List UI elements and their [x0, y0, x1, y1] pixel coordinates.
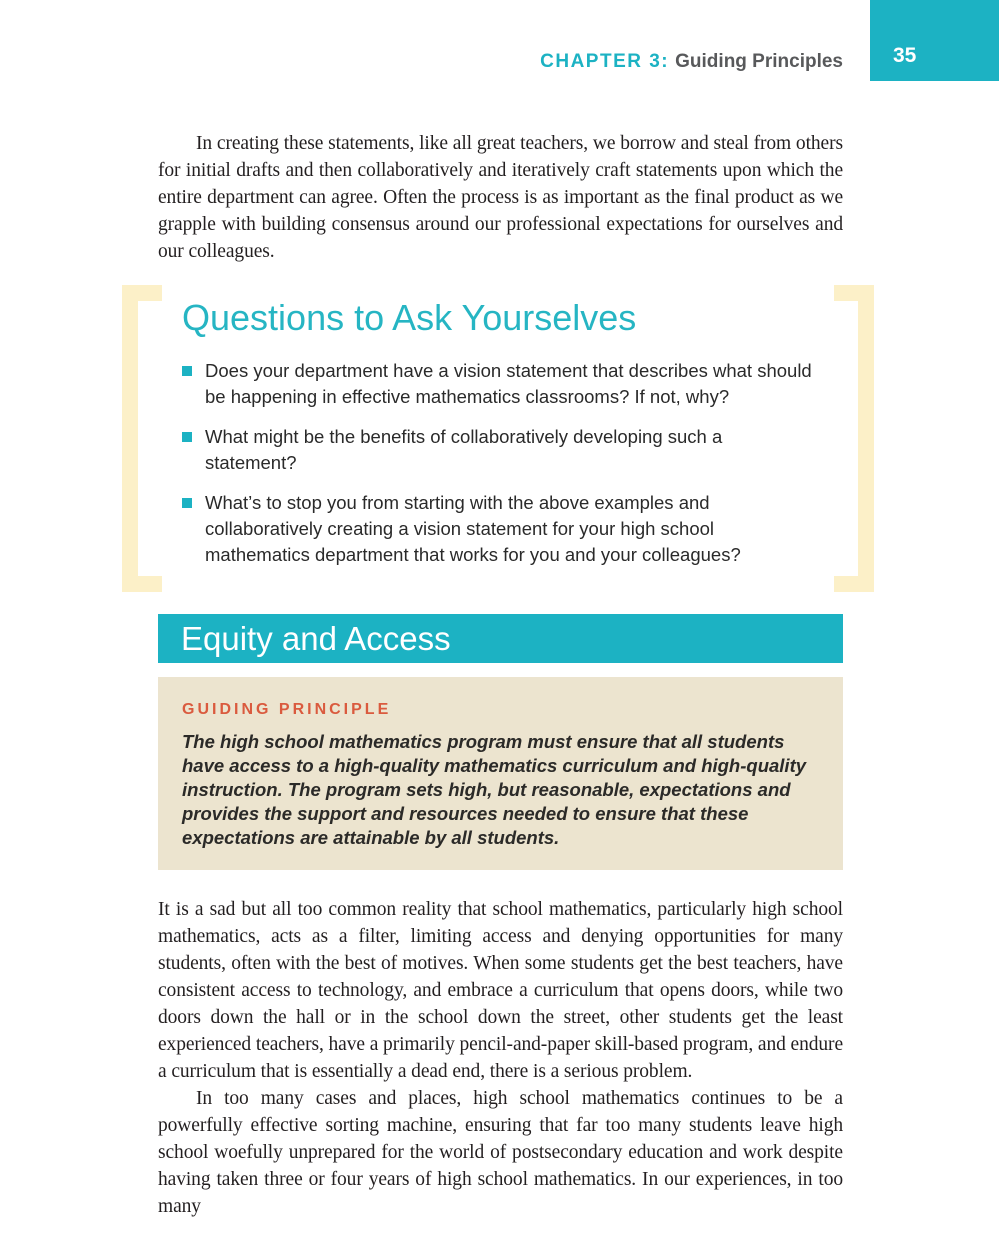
body-paragraph: It is a sad but all too common reality that school mathematics, particularly high school mathematics, acts as a filter, limiting access and denying opportunities for many students, often with the best of motives. When some students get the best teachers, have consistent access to technology, and embrace a curriculum that opens doors, while two doors down the hall or in the school down the street, other students get the least experienced teachers, have a primarily pencil-and-paper skill-based program, and endure a curriculum that is essentially a dead end, there is a serious problem. — [158, 899, 843, 1083]
guiding-principle-text: The high school mathematics program must ensure that all students have access to a high-quality mathematics curriculum and high-quality instruction. The program sets high, but reasonable, expectations and provides the support and resources needed to ensure that these expectations are attainable by all students. — [182, 731, 807, 849]
square-bullet-icon — [182, 366, 192, 376]
question-text: Does your department have a vision statement that describes what should be happening in effective mathematics classrooms? If not, why? — [205, 360, 812, 408]
question-text: What might be the benefits of collaboratively developing such a statement? — [205, 426, 723, 474]
body-paragraph: In too many cases and places, high school mathematics continues to be a powerfully effective sorting machine, ensuring that far too many students leave high school woefully unprepared for the world of postsecondary education and work despite having taken three or four years of high school mathematics. In our experiences, in too many — [158, 1088, 843, 1218]
question-text: What’s to stop you from starting with the above examples and collaboratively creating a vision statement for your high school mathematics department that works for you and your colleagues? — [205, 492, 741, 566]
section-title: Equity and Access — [181, 619, 451, 657]
chapter-title: Guiding Principles — [675, 51, 843, 72]
list-item — [182, 424, 813, 476]
left-bracket-decoration — [122, 285, 162, 592]
guiding-principle-label: GUIDING PRINCIPLE — [182, 701, 392, 719]
page-content-column — [158, 0, 843, 1220]
chapter-label: CHAPTER 3: — [540, 51, 670, 72]
square-bullet-icon — [182, 498, 192, 508]
section-header-bar — [158, 614, 843, 663]
questions-title: Questions to Ask Yourselves — [182, 297, 637, 338]
intro-paragraph: In creating these statements, like all great teachers, we borrow and steal from others for initial drafts and then collaboratively and iteratively craft statements upon which the entire department can agree. Often the process is as important as the final product as we grapple with building consensus around our professional expectations for ourselves and our colleagues. — [158, 133, 843, 262]
page-number: 35 — [893, 44, 917, 67]
list-item — [182, 490, 813, 568]
page-number-box — [870, 0, 999, 81]
questions-list — [182, 358, 813, 568]
right-bracket-decoration — [834, 285, 874, 592]
square-bullet-icon — [182, 432, 192, 442]
list-item — [182, 358, 813, 410]
questions-callout — [158, 285, 843, 592]
guiding-principle-box — [158, 677, 843, 870]
